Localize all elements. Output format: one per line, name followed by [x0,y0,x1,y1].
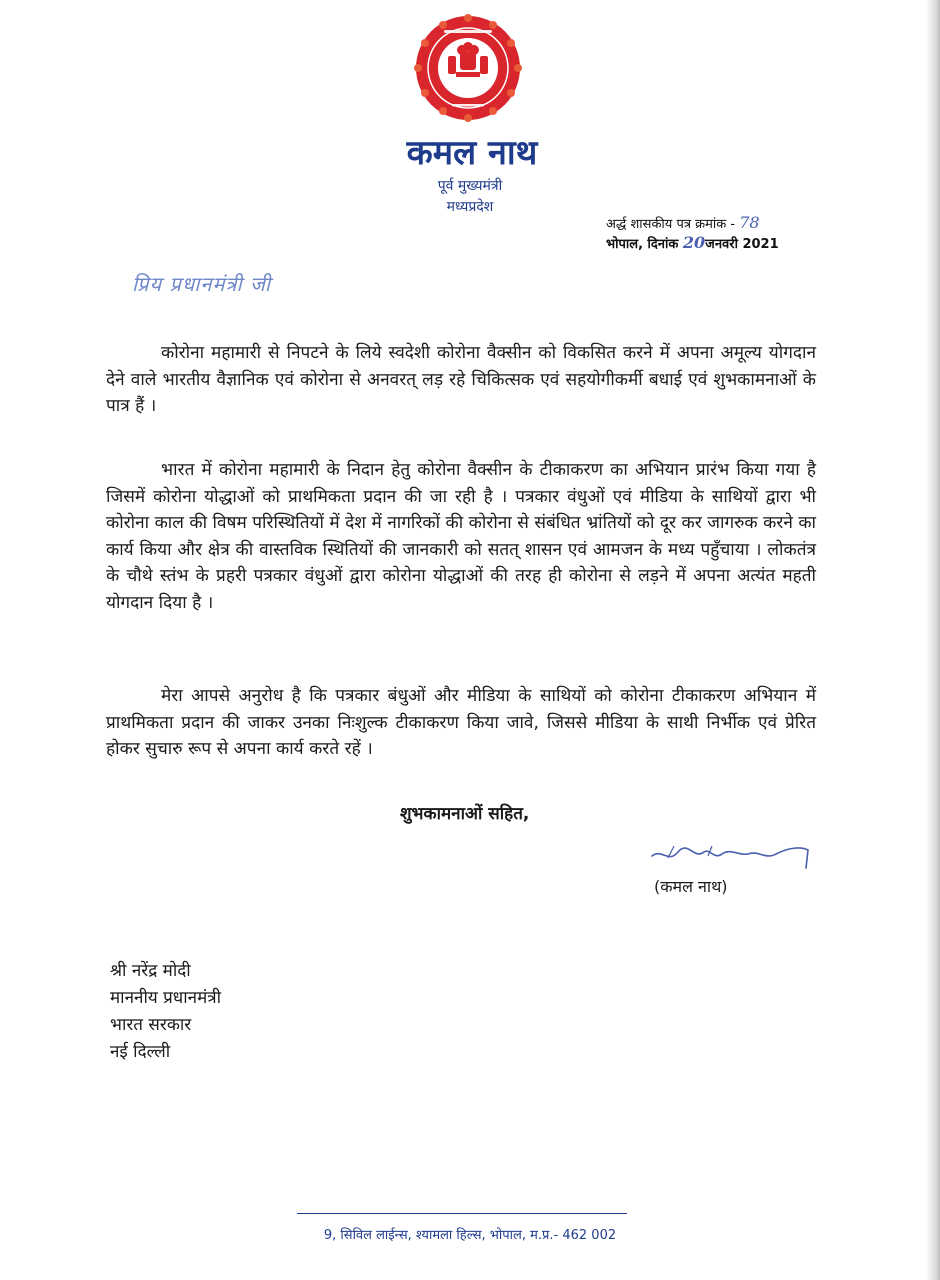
handwritten-signature [648,838,818,878]
body-paragraph-2: भारत में कोरोना महामारी के निदान हेतु कोरोना वैक्सीन के टीकाकरण का अभियान प्रारंभ किया गया है जिसमें कोरोना योद्धाओं को प्राथमिकता प्रदान की जा रही है । पत्रकार वंधुओं एवं मीडिया के साथियों द्वारा भी कोरोना काल की विषम परिस्थितियों में देश में नागरिकों की कोरोना से संबंधित भ्रांतियों को दूर कर जागरुक करने का कार्य किया और क्षेत्र की वास्तविक स्थितियों की जानकारी को सतत् शासन एवं आमजन के मध्य पहुँचाया । लोकतंत्र के चौथे स्तंभ के प्रहरी पत्रकार वंधुओं द्वारा कोरोना योद्धाओं की तरह ही कोरोना से लड़ने में अपना अत्यंत महती योगदान दिया है । [106,460,816,613]
letter-date [606,233,779,252]
handwritten-salutation: प्रिय प्रधानमंत्री जी [132,272,272,296]
closing-line: शुभकामनाओं सहित, [400,804,530,824]
reference-label: अर्द्ध शासकीय पत्र क्रमांक - [606,217,736,232]
letterhead-state: मध्यप्रदेश [446,199,494,215]
date-month-year: जनवरी 2021 [705,237,779,252]
footer-divider [297,1213,627,1214]
letter-reference [606,213,760,232]
signer-name: (कमल नाथ) [654,877,728,896]
recipient-name: श्री नरेंद्र मोदी [110,961,191,981]
mp-government-emblem [414,14,522,122]
recipient-city: नई दिल्ली [110,1042,171,1062]
letterhead-designation: पूर्व मुख्यमंत्री [437,178,503,194]
date-day: 20 [682,233,706,252]
recipient-title: माननीय प्रधानमंत्री [110,988,222,1008]
date-prefix: भोपाल, दिनांक [606,237,679,252]
signer-name-text: कमल नाथ [660,877,722,896]
footer-address: 9, सिविल लाईन्स, श्यामला हिल्स, भोपाल, म.प्र.- 462 002 [323,1228,617,1243]
letterhead-name: कमल नाथ [406,133,538,173]
body-paragraph-3: मेरा आपसे अनुरोध है कि पत्रकार बंधुओं और मीडिया के साथियों को कोरोना टीकाकरण अभियान में प्राथमिकता प्रदान की जाकर उनका निःशुल्क टीकाकरण किया जावे, जिससे मीडिया के साथी निर्भीक एवं प्रेरित होकर सुचारु रूप से अपना कार्य करते रहें । [106,686,816,759]
recipient-org: भारत सरकार [110,1015,192,1035]
reference-number: 78 [739,213,760,232]
body-paragraph-1: कोरोना महामारी से निपटने के लिये स्वदेशी कोरोना वैक्सीन को विकसित करने में अपना अमूल्य योगदान देने वाले भारतीय वैज्ञानिक एवं कोरोना से अनवरत् लड़ रहे चिकित्सक एवं सहयोगीकर्मी बधाई एवं शुभकामनाओं के पात्र हैं । [106,343,816,416]
